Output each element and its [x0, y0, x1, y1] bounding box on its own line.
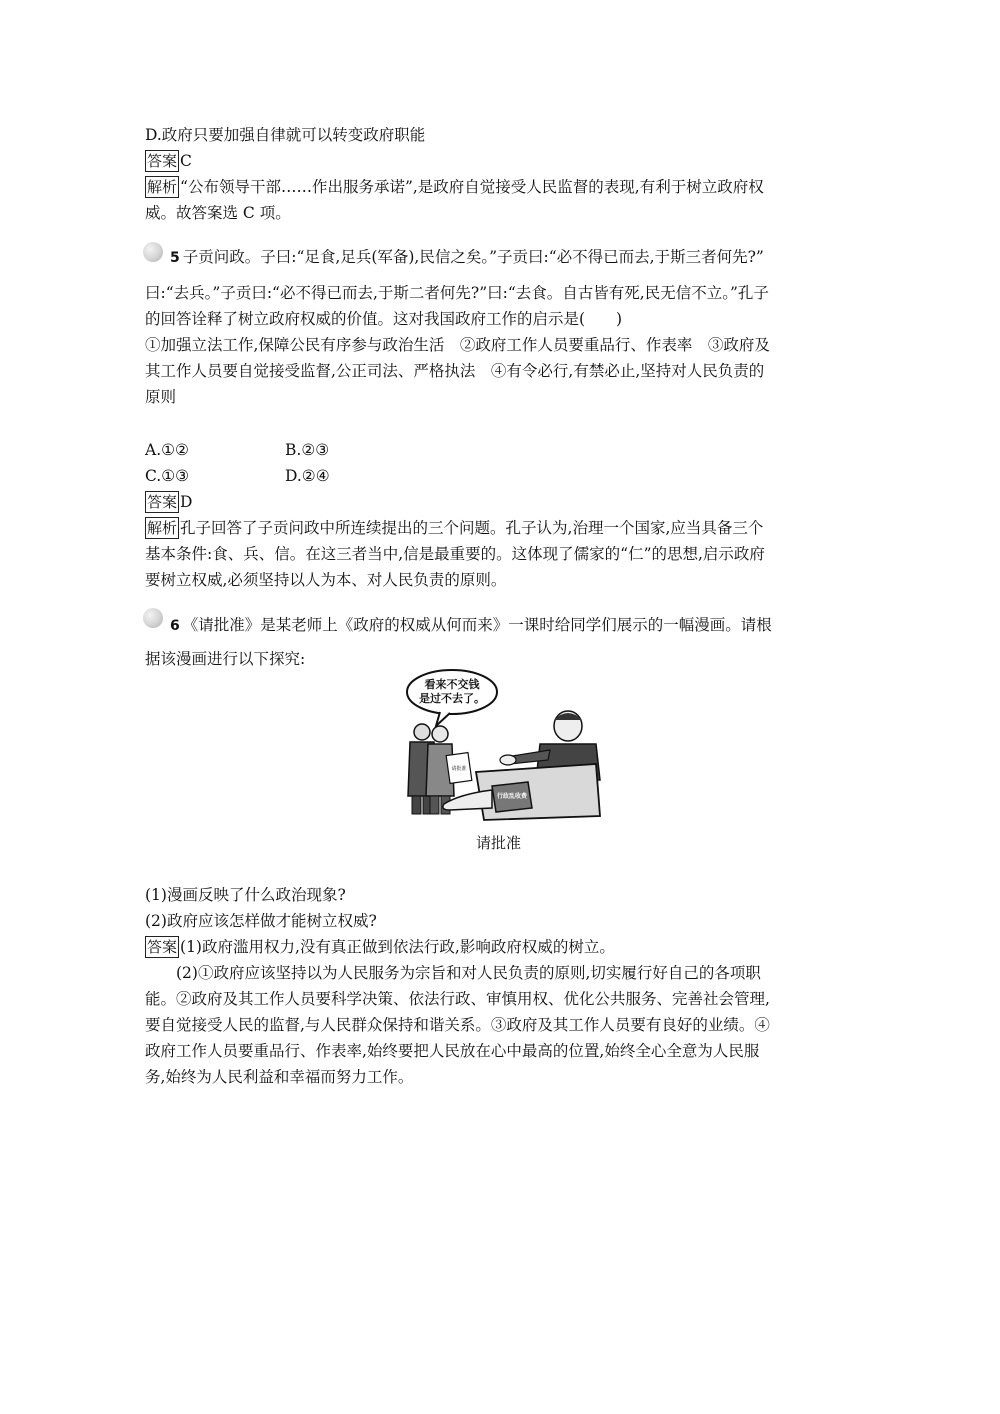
q6-answer-line4: 要自觉接受人民的监督,与人民群众保持和谐关系。③政府及其工作人员要有良好的业绩。④: [145, 1016, 770, 1034]
q6-stem-text1: 《请批准》是某老师上《政府的权威从何而来》一课时给同学们展示的一幅漫画。请根: [182, 616, 772, 634]
q5-options-row1: [145, 437, 329, 463]
q6-sub2: (2)政府应该怎样做才能树立权威?: [145, 912, 377, 930]
q5-items-line3: 原则: [145, 388, 177, 406]
q5-option-d: D.②④: [285, 467, 330, 485]
answer-tag: 答案: [147, 938, 178, 956]
q5-stem-line3: 的回答诠释了树立政府权威的价值。这对我国政府工作的启示是( ): [145, 310, 623, 328]
q6-answer-line1: (1)政府滥用权力,没有真正做到依法行政,影响政府权威的树立。: [180, 938, 615, 956]
q5-stem-line1: [170, 244, 764, 271]
q5-analysis-line2: 基本条件:食、兵、信。在这三者当中,信是最重要的。这体现了儒家的“仁”的思想,启示政府: [145, 545, 765, 563]
q5-option-c: C.①③: [145, 467, 190, 485]
q5-stem-line2: 曰:“去兵。”子贡曰:“必不得已而去,于斯二者何先?”曰:“去食。自古皆有死,民无信不立。”孔子: [145, 284, 769, 302]
q6-stem-line1: [170, 612, 772, 639]
q6-answer-line5: 政府工作人员要重品行、作表率,始终要把人民放在心中最高的位置,始终全心全意为人民服: [145, 1042, 760, 1060]
q4-answer: C: [180, 152, 192, 170]
sleeve-text: 行政乱收费: [496, 793, 528, 800]
q5-items-line2: 其工作人员要自觉接受监督,公正司法、严格执法 ④有令必行,有禁必止,坚持对人民负责的: [145, 362, 765, 380]
cartoon-caption: 请批准: [476, 834, 522, 852]
document-text: 请批准: [451, 766, 467, 772]
q5-option-a: A.①②: [145, 441, 189, 459]
q4-analysis-line2: 威。故答案选 C 项。: [145, 204, 291, 222]
q5-option-b: B.②③: [285, 441, 330, 459]
q6-answer-line6: 务,始终为人民利益和幸福而努力工作。: [145, 1068, 414, 1086]
q4-answer-row: [145, 148, 192, 174]
q4-option-d: D.政府只要加强自律就可以转变政府职能: [145, 126, 426, 144]
question-bullet-icon: [143, 608, 163, 628]
question-bullet-icon: [143, 242, 163, 262]
q5-analysis-line1: 孔子回答了子贡问政中所连续提出的三个问题。孔子认为,治理一个国家,应当具备三个: [180, 519, 764, 537]
q6-answer-line3: 能。②政府及其工作人员要科学决策、依法行政、审慎用权、优化公共服务、完善社会管理,: [145, 990, 770, 1008]
speech-bubble-tail: [436, 712, 450, 726]
bubble-line1: 看来不交钱: [424, 678, 480, 691]
bubble-line2: 是过不去了。: [419, 692, 485, 705]
answer-tag: 答案: [147, 493, 178, 511]
q6-number: 6: [170, 618, 180, 634]
q5-stem-text1: 子贡问政。子曰:“足食,足兵(军备),民信之矣。”子贡曰:“必不得已而去,于斯三者何先?”: [182, 248, 764, 266]
q4-analysis-line1: “公布领导干部……作出服务承诺”,是政府自觉接受人民监督的表现,有利于树立政府权: [180, 178, 764, 196]
cartoon-illustration: [400, 668, 605, 828]
q6-answer-line2: (2)①政府应该坚持以为人民服务为宗旨和对人民负责的原则,切实履行好自己的各项职: [176, 964, 761, 982]
answer-tag: 答案: [147, 152, 178, 170]
analysis-tag: 解析: [147, 178, 178, 196]
q5-number: 5: [170, 250, 180, 266]
q5-analysis-line3: 要树立权威,必须坚持以人为本、对人民负责的原则。: [145, 571, 507, 589]
q5-items-line1: ①加强立法工作,保障公民有序参与政治生活 ②政府工作人员要重品行、作表率 ③政府及: [145, 336, 770, 354]
q5-options-row2: [145, 463, 330, 489]
cartoon-svg: [400, 668, 605, 828]
q5-answer-row: [145, 489, 192, 515]
analysis-tag: 解析: [147, 519, 178, 537]
q6-answer-row: [145, 934, 615, 960]
q4-analysis-row: [145, 174, 764, 200]
q6-sub1: (1)漫画反映了什么政治现象?: [145, 886, 346, 904]
q5-answer: D: [180, 493, 193, 511]
q5-analysis-row: [145, 515, 763, 541]
q6-stem-line2: 据该漫画进行以下探究:: [145, 650, 306, 668]
